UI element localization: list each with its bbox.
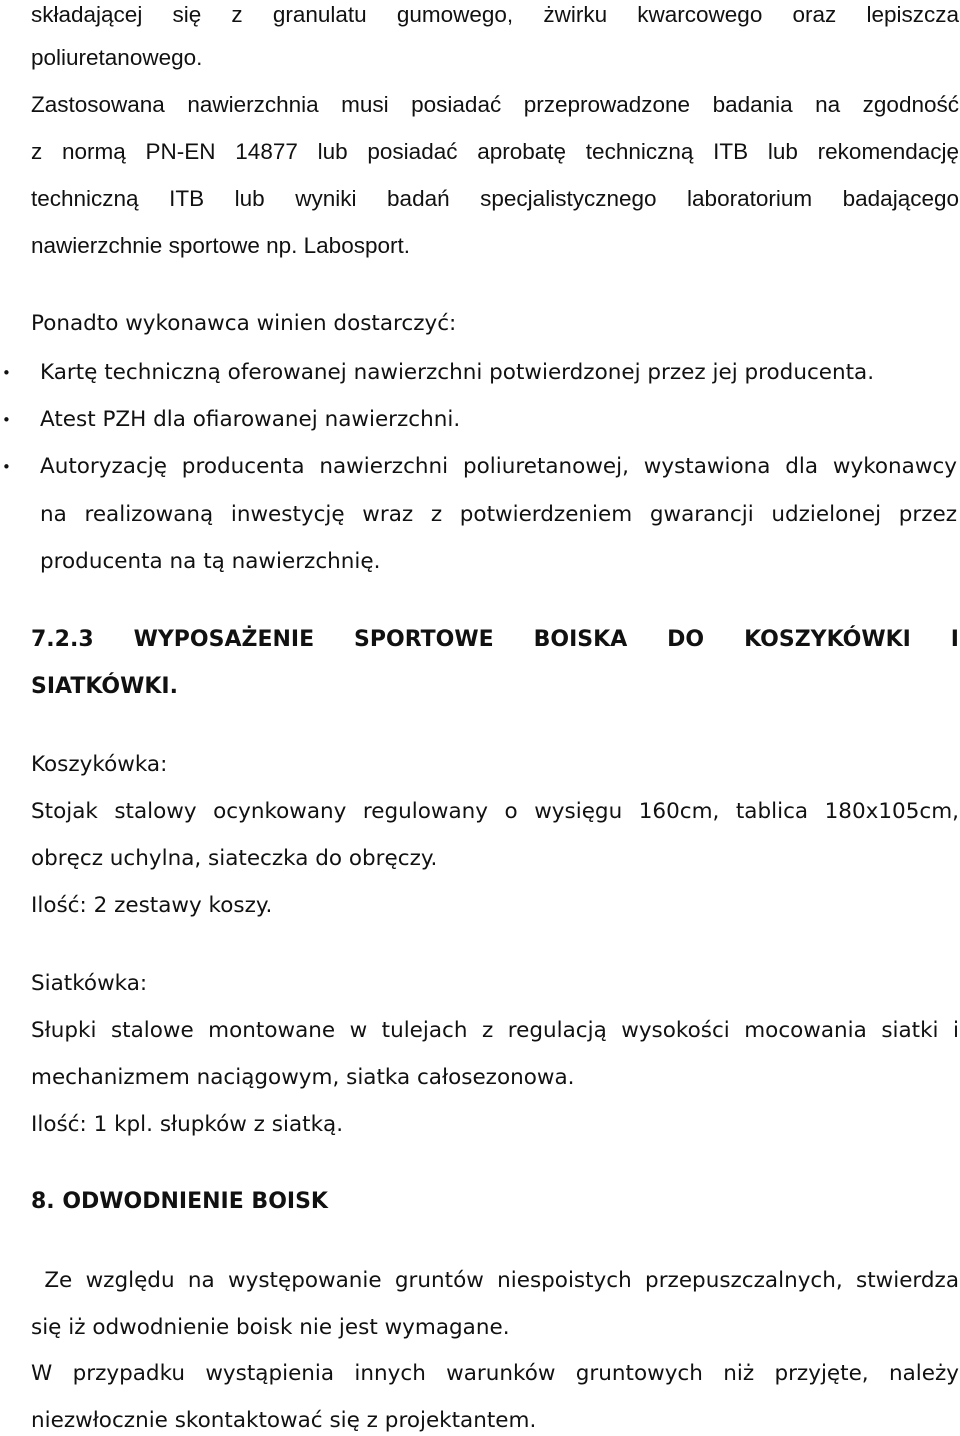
section-title: SIATKÓWKI. — [31, 674, 178, 699]
volleyball-quantity: Ilość: 1 kpl. słupków z siatką. — [31, 1112, 344, 1137]
basketball-description: obręcz uchylna, siateczka do obręczy. — [31, 846, 438, 871]
drainage-text: niezwłocznie skontaktować się z projektantem. — [31, 1408, 537, 1433]
deliver-heading: Ponadto wykonawca winien dostarczyć: — [31, 311, 457, 336]
bullet-icon: • — [2, 411, 11, 429]
list-item-text: producenta na tą nawierzchnię. — [40, 549, 381, 574]
drainage-text: W przypadku wystąpienia innych warunków gruntowych niż przyjęte, należy — [31, 1361, 959, 1386]
drainage-text: Ze względu na występowanie gruntów niespoistych przepuszczalnych, stwierdza — [31, 1268, 959, 1293]
list-item-text: Atest PZH dla ofiarowanej nawierzchni. — [40, 407, 461, 432]
intro-line: nawierzchnie sportowe np. Labosport. — [31, 233, 410, 258]
drainage-text: się iż odwodnienie boisk nie jest wymagane. — [31, 1315, 510, 1340]
intro-line: techniczną ITB lub wyniki badań specjalistycznego laboratorium badającego — [31, 186, 959, 211]
basketball-label: Koszykówka: — [31, 752, 168, 777]
basketball-quantity: Ilość: 2 zestawy koszy. — [31, 893, 273, 918]
bullet-icon: • — [2, 458, 11, 476]
intro-line: składającej się z granulatu gumowego, żwirku kwarcowego oraz lepiszcza — [31, 2, 959, 27]
basketball-description: Stojak stalowy ocynkowany regulowany o wysięgu 160cm, tablica 180x105cm, — [31, 799, 959, 824]
intro-line: z normą PN-EN 14877 lub posiadać aprobatę techniczną ITB lub rekomendację — [31, 139, 959, 164]
list-item-text: Autoryzację producenta nawierzchni poliuretanowej, wystawiona dla wykonawcy — [40, 454, 957, 479]
section-title: 8. ODWODNIENIE BOISK — [31, 1189, 328, 1214]
volleyball-description: mechanizmem naciągowym, siatka całosezonowa. — [31, 1065, 575, 1090]
bullet-icon: • — [2, 364, 11, 382]
list-item-text: na realizowaną inwestycję wraz z potwierdzeniem gwarancji udzielonej przez — [40, 502, 957, 527]
volleyball-label: Siatkówka: — [31, 971, 148, 996]
intro-line: Zastosowana nawierzchnia musi posiadać przeprowadzone badania na zgodność — [31, 92, 959, 117]
section-title: 7.2.3 WYPOSAŻENIE SPORTOWE BOISKA DO KOSZYKÓWKI I — [31, 627, 959, 652]
list-item-text: Kartę techniczną oferowanej nawierzchni potwierdzonej przez jej producenta. — [40, 360, 875, 385]
volleyball-description: Słupki stalowe montowane w tulejach z regulacją wysokości mocowania siatki i — [31, 1018, 959, 1043]
intro-line: poliuretanowego. — [31, 45, 203, 70]
